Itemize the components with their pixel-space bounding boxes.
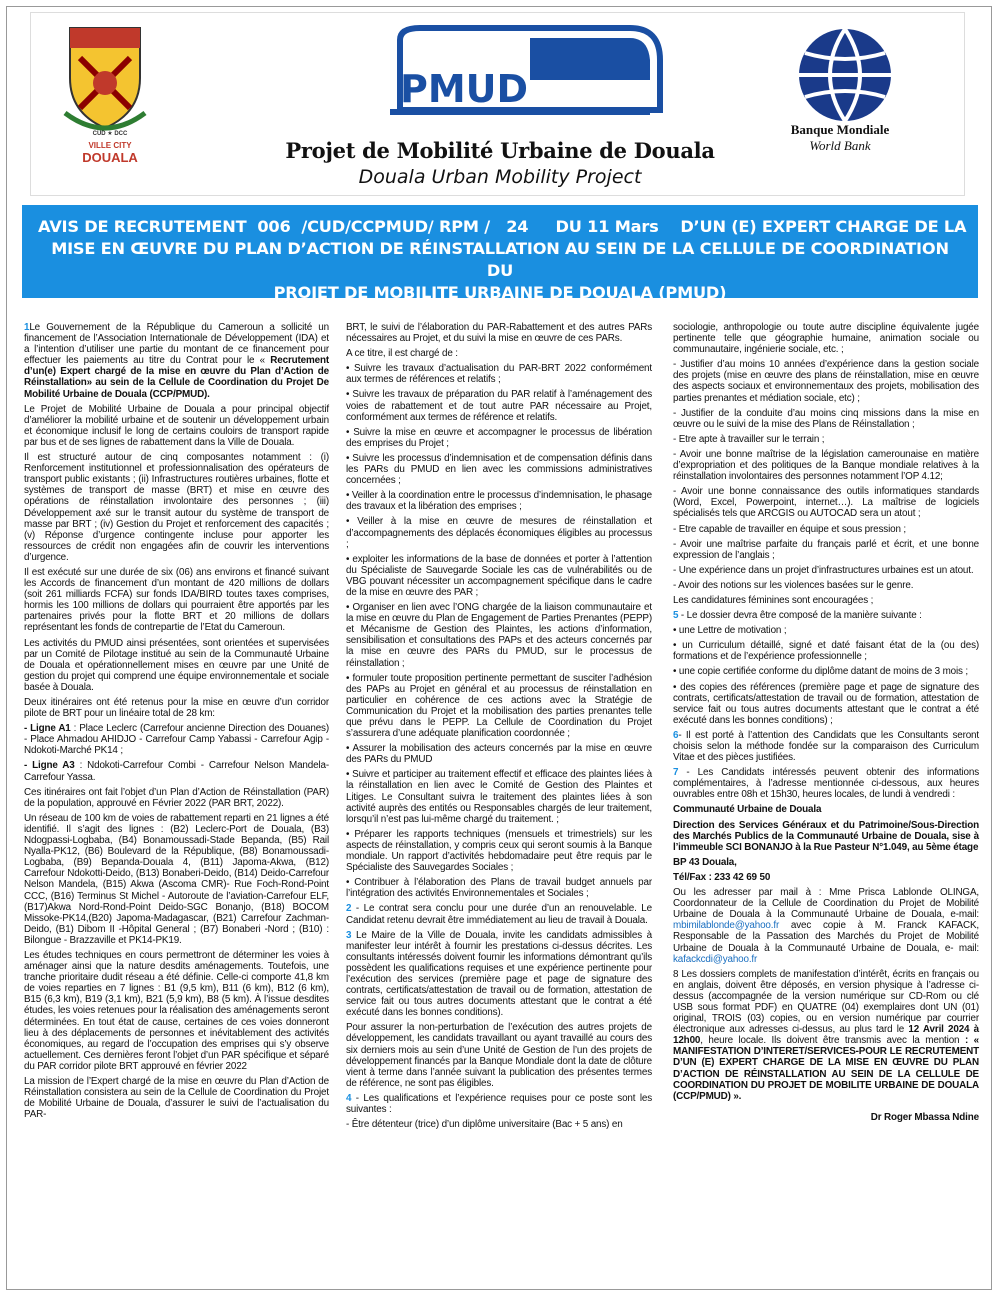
- paragraph-text: • une copie certifiée conforme du diplôme datant de moins de 3 mois ;: [673, 666, 969, 678]
- section-number: 4: [346, 1092, 352, 1104]
- col1-paragraph: [24, 950, 329, 1072]
- section-number: 5: [673, 610, 679, 622]
- col1-paragraph: [24, 567, 329, 634]
- mail-intro: Ou les adresser par mail à : Mme Prisca Lablonde OLINGA, Coordonnateur de la Cellule de Coordination du Projet de Mobilité Urbaine de Douala à la Communauté Urbaine de Douala, e-mail:: [673, 887, 979, 921]
- paragraph-text: • Suivre et participer au traitement effectif et efficace des plaintes liées à la réinstallation en lien avec le Comité de Gestion des Plaintes et Litiges. Le Consultant suivra le traitement des plaintes liées à son activité auprès des entités ou Responsables chargés de leur traitement, lorsqu’il n’est pas lui-même chargé du traitement. ;: [346, 769, 652, 825]
- bold-text: Recrutement d’un(e) Expert chargé de la mise en œuvre du Plan d’Action de Réinstallation» au sein de la Cellule de Coordination du Projet De Mobilité Urbaine de Douala (CCP/PMUD).: [24, 355, 329, 400]
- bold-lead: - Ligne A3: [24, 760, 75, 772]
- paragraph-text: • une Lettre de motivation ;: [673, 625, 787, 637]
- col3-paragraph: [673, 666, 979, 677]
- paragraph-text: • Veiller à la mise en œuvre de mesures de réinstallation et d’accompagnements des déplacés économiques éligibles au processus ;: [346, 516, 652, 550]
- crest-line-2: VILLE CITY: [88, 141, 132, 150]
- col2-paragraph: [346, 554, 652, 598]
- paragraph-text: - Avoir une maîtrise parfaite du français parlé et écrit, et une bonne expression de l’anglais ;: [673, 538, 979, 561]
- paragraph-text: Pour assurer la non-perturbation de l’exécution des autres projets de développement, les candidats travaillant ou ayant travaillé au cours des six derniers mois au sein d’une Unité de Gestion de l’un des projets de développement financés par la Banque Mondiale dont la date de clôture vient à terme dans l’année suivant la publication des présentes termes de référence, ne sont pas éligibles.: [346, 1022, 652, 1089]
- world-bank-globe-icon: [795, 25, 895, 125]
- paragraph-text: - Être détenteur (trice) d’un diplôme universitaire (Bac + 5 ans) en: [346, 1119, 623, 1131]
- paragraph-8: [673, 969, 979, 1102]
- col2-paragraph: [346, 363, 652, 385]
- col1-paragraph: [24, 760, 329, 782]
- paragraph-text: • exploiter les informations de la base de données et porter à l’attention du Spécialiste de Sauvegarde Sociale les cas de vulnérabilités ou de VBG pouvant nécessiter un accompagnement spécifique dans le cadre de la mise en œuvre des PAR ;: [346, 553, 652, 598]
- paragraph-text: • Assurer la mobilisation des acteurs concernés par la mise en œuvre des PARs du PMUD: [346, 743, 652, 766]
- paragraph-text: A ce titre, il est chargé de :: [346, 348, 458, 360]
- col2-paragraph: [346, 490, 652, 512]
- pmud-bus-logo-icon: [330, 20, 670, 130]
- col2-paragraph: [346, 829, 652, 873]
- paragraph-text: - Le dossier devra être composé de la manière suivante :: [678, 610, 922, 622]
- paragraph-text: • Organiser en lien avec l’ONG chargée de la liaison communautaire et la mise en œuvre du Plan de Engagement de Parties Prenantes (PEPP) et Mécanisme de Gestion des Plaintes, les actions d’information, sensibilisation et consultations des PAPs et des acteurs concernés par la mise en œuvre des PARs du PMUD, sur le processus de réinstallation ;: [346, 602, 652, 669]
- paragraph-text: Le Maire de la Ville de Douala, invite les candidats admissibles à manifester leur intérêt à fournir les prestations ci-dessus décrites. Les consultants intéressés doivent fournir les informations démontrant qu’ils possèdent les qualifications requises et une expérience pertinente pour l’exécution des services (première page et page de signature des contrats, certificats/attestation de travail ou de formation, attestation de service fait ou tous autres documents attestant que le contrat a été exécuté dans les bonnes conditions).: [346, 929, 652, 1019]
- col1-paragraph: [24, 813, 329, 946]
- paragraph-text: • un Curriculum détaillé, signé et daté faisant état de la (ou des) formations et de l’expérience professionnelle ;: [673, 640, 979, 663]
- banner-line-1: AVIS DE RECRUTEMENT 006 /CUD/CCPMUD/ RPM / 24 DU 11 Mars D’UN (E) EXPERT CHARGE DE LA: [38, 217, 967, 236]
- paragraph-text: • Suivre les travaux d’actualisation du PAR-BRT 2022 conformément aux termes de références et relatifs ;: [346, 363, 652, 386]
- col2-paragraph: [346, 743, 652, 765]
- col3-paragraph: [673, 610, 979, 621]
- paragraph-text: Les candidatures féminines sont encouragées ;: [673, 594, 874, 606]
- paragraph-text: Ces itinéraires ont fait l’objet d’un Plan d’Action de Réinstallation (PAR) de la population, approuvé en Février 2022 (PAR BRT, 2022).: [24, 786, 329, 809]
- col1-paragraph: [24, 322, 329, 400]
- col2-paragraph: [346, 1022, 652, 1089]
- col2-paragraph: [346, 769, 652, 824]
- col2-paragraph: [346, 322, 652, 344]
- paragraph-text: La mission de l’Expert chargé de la mise en œuvre du Plan d’Action de Réinstallation consistera au sein de la Cellule de Coordination du Projet de Mobilité Urbaine de Douala, d’assurer le suivi de l’actualisation du PAR-: [24, 1076, 329, 1121]
- paragraph-text: - Justifier d’au moins 10 années d’expérience dans la gestion sociale des projets (mise en œuvre des plans de réinstallation, mise en œuvre des aspects sociaux et environnementaux des projets, mobilisation des parties prenantes et médiation sociale, etc) ;: [673, 359, 979, 404]
- paragraph-text: • Suivre la mise en œuvre et accompagner le processus de libération des emprises du Projet ;: [346, 426, 652, 449]
- col2-paragraph: [346, 673, 652, 740]
- paragraph-text: - Etre apte à travailler sur le terrain ;: [673, 433, 825, 445]
- paragraph-text: - Les Candidats intéressés peuvent obtenir des informations complémentaires, à l’adresse mentionnée ci-dessous, aux heures ouvrables entre 08h et 15h30, heures locales, de lundi à vendredi :: [673, 767, 979, 801]
- col1-paragraph: [24, 697, 329, 719]
- col2-paragraph: [346, 516, 652, 549]
- paragraph-text: Il est structuré autour de cinq composantes notamment : (i) Renforcement institutionnel et professionnalisation des opérateurs de transport public existants ; (ii) Infrastructures routières urbaines, flotte et systèmes de transport de masse (BRT) et mise en œuvre des opérations de réinstallation involontaire des personnes ; (iii) Développement axé sur le transit autour du système de transport de masse par BRT ; (iv) Gestion du Projet et renforcement des capacités ; (v) Réponse d’urgence contingente incluse pour apporter les ressources de crédit non engagées afin de couvrir les interventions d’urgence.: [24, 452, 329, 563]
- paragraph-text: • Suivre les travaux de préparation du PAR relatif à l’aménagement des voies de rabattement et de tout autre PAR nécessaire au Projet, conformément aux termes de référence et relatifs.: [346, 389, 652, 423]
- section-number: 2: [346, 903, 352, 915]
- col2-paragraph: [346, 903, 652, 925]
- project-subtitle: Douala Urban Mobility Project: [358, 166, 642, 188]
- paragraph-text: : Place Leclerc (Carrefour ancienne Direction des Douanes) - Place Ahmadou AHIDJO - Carrefour Camp Yabassi - Carrefour Agip - Ndokoti-Marché PK14 ;: [24, 723, 329, 757]
- col3-paragraph: [673, 408, 979, 430]
- paragraph-text: - Justifier de la conduite d’au moins cinq missions dans la mise en œuvre ou le suivi de la mise des Plans de Réinstallation ;: [673, 407, 979, 430]
- paragraph-text: Le Projet de Mobilité Urbaine de Douala a pour principal objectif d’améliorer la mobilité urbaine et de soutenir un développement urbain et économique inclusif le long de certains couloirs de transport rapide par bus et de ses lignes de rabattement dans la Ville de Douala.: [24, 403, 329, 448]
- col3-paragraph: [673, 640, 979, 662]
- col3-paragraph: [673, 524, 979, 535]
- para8-mention: : « MANIFESTATION D’INTERET/SERVICES-POUR LE RECRUTEMENT D’UN (E) EXPERT CHARGE DE LA MISE EN ŒUVRE DU PLAN D’ACTION DE RÉINSTALLATION AU SEIN DE LA CELLULE DE COORDINATION DU PROJET DE MOBILITE URBAINE DE DOUALA (CCP/PMUD) ».: [673, 1035, 979, 1102]
- col3-paragraph: [673, 322, 979, 355]
- col3-paragraph: [673, 730, 979, 763]
- col3-paragraph: [673, 625, 979, 636]
- col1-paragraph: [24, 787, 329, 809]
- paragraph-text: - Avoir des notions sur les violences basées sur le genre.: [673, 579, 914, 591]
- column-2: [346, 322, 652, 1134]
- paragraph-text: • formuler toute proposition pertinente permettant de susciter l’adhésion des PAPs au Projet en général et au processus de réinstallation en particulier en cohérence de ces actions avec la Stratégie de Communication du Projet et la mobilisation des parties prenantes telle que prévu dans le PEPP. La Cellule de Coordination du Projet s’assurera d’une adéquate planification coordonnée ;: [346, 672, 652, 740]
- paragraph-text: : Ndokoti-Carrefour Combi - Carrefour Nelson Mandela-Carrefour Yassa.: [24, 760, 329, 783]
- col3-paragraph: [673, 486, 979, 519]
- mail-mid: avec copie à M. Franck KAFACK, Responsable de la Passation des Marchés du Projet de Mobilité Urbaine de Douala à la Communauté Urbaine de Douala, e- mail:: [673, 920, 979, 954]
- col3-paragraph: [673, 449, 979, 482]
- paragraph-text: Un réseau de 100 km de voies de rabattement reparti en 21 lignes a été identifié. Il s’agit des lignes : (B2) Leclerc-Port de Douala, (B3) Ndogpassi-Logbaba, (B4) Bonamoussadi-Stade Bepanda, (B5) Rail Nyalla-PK12, (B6) Boulevard de la République, (B8) Bonamoussadi-Logbaba, (B9) Bepanda-Douala 4, (B11) Japoma-Akwa, (B12) Carrefour Ndokotti-Deido, (B13) Bonaberi-Deido, (B14) Deido-Carrefour Nelson Mandela, (B15) Akwa (Ascoma CMR)- Rue Foch-Rond-Point CCC, (B16) Terminus St Michel - Autoroute de l’aviation-Carrefour ELF, (B17)Akwa Nord-Rond-Point Deido-SGC Bonanjo, (B18) BOCOM Missoke-PK14,(B20) Japoma-Madagascar, (B21) Carrefour Zachman-Deido, (B1) Dibom II -Hôpital General ; (B7) Bonaberi -Nord ; (B10) : Bilongue - Brazzaville et PK14-PK19.: [24, 812, 329, 946]
- col2-paragraph: [346, 1119, 652, 1130]
- banner-line-3: PROJET DE MOBILITE URBAINE DE DOUALA (PMUD): [273, 283, 727, 302]
- col2-paragraph: [346, 348, 652, 359]
- project-title: Projet de Mobilité Urbaine de Douala: [285, 138, 715, 163]
- col3-paragraph: [673, 682, 979, 726]
- paragraph-text: Il est exécuté sur une durée de six (06) ans environs et financé suivant les Accords de financement d’un montant de 420 millions de dollars (soit 261 milliards FCFA) sur fonds IDA/BIRD toutes taxes comprises, hormis les 100 millions de dollars qui pourraient être apportés par les partenaires privés pour la flotte BRT et 20 millions de dollars représentant les fonds de contrepartie de l’Etat du Cameroun.: [24, 566, 329, 634]
- paragraph-text: sociologie, anthropologie ou toute autre discipline équivalente jugée pertinente telle que géographie humaine, animation sociale ou communautaire, ingénierie sociale, etc. ;: [673, 322, 979, 356]
- paragraph-text: • Veiller à la coordination entre le processus d’indemnisation, le phasage des travaux et la libération des emprises ;: [346, 490, 652, 513]
- world-bank-en: World Bank: [809, 138, 871, 153]
- address-tel: Tél/Fax : 233 42 69 50: [673, 871, 771, 883]
- address-dept: Direction des Services Généraux et du Patrimoine/Sous-Direction des Marchés Publics de la Communauté Urbaine de Douala, sise à l’immeuble SCI BONANJO à la Rue Pasteur N°1.049, au 5ème étage: [673, 819, 979, 853]
- section-number: 7: [673, 767, 679, 779]
- para8-mid: , heure locale. Ils doivent être transmis avec la mention: [700, 1035, 965, 1047]
- para8-pre: 8 Les dossiers complets de manifestation d’intérêt, écrits en français ou en anglais, doivent être déposés, en version physique à l’adresse ci-dessus (accompagnée de la version numérique sur CD-Rom ou clé USB sous format PDF) en QUATRE (04) exemplaires dont UN (01) original, TROIS (03) copies, ou en version numérique par courrier électronique aux adresses ci-dessus, au plus tard le: [673, 968, 979, 1036]
- col2-paragraph: [346, 427, 652, 449]
- signature: Dr Roger Mbassa Ndine: [870, 1111, 979, 1123]
- col2-paragraph: [346, 602, 652, 669]
- section-number: 3: [346, 929, 352, 941]
- paragraph-text: Deux itinéraires ont été retenus pour la mise en œuvre d’un corridor pilote de BRT pour un linéaire total de 28 km:: [24, 697, 329, 720]
- col2-paragraph: [346, 877, 652, 899]
- address-org: Communauté Urbaine de Douala: [673, 804, 822, 816]
- col1-paragraph: [24, 452, 329, 563]
- col3-paragraph: [673, 565, 979, 576]
- col3-paragraph: [673, 539, 979, 561]
- col3-paragraph: [673, 767, 979, 800]
- crest-line-1: CUD ★ DCC: [92, 131, 128, 137]
- banner-line-2: MISE EN ŒUVRE DU PLAN D’ACTION DE RÉINSTALLATION AU SEIN DE LA CELLULE DE COORDINATION DU: [51, 239, 949, 280]
- col2-paragraph: [346, 930, 652, 1019]
- para8-deadline: 12 Avril 2024 à 12h00: [673, 1024, 979, 1047]
- col3-paragraph: [673, 580, 979, 591]
- paragraph-text: - Les qualifications et l’expérience requises pour ce poste sont les suivantes :: [346, 1092, 652, 1115]
- paragraph-text: Le Gouvernement de la République du Cameroun a sollicité un financement de l’Association Internationale de Développement (IDA) et a l’intention d’utiliser une partie du montant de ce financement pour effectuer les paiements au titre du Contrat pour le «: [24, 322, 329, 367]
- col3-paragraph: [673, 434, 979, 445]
- world-bank-label: [780, 122, 900, 154]
- col2-paragraph: [346, 1093, 652, 1115]
- paragraph-text: • Préparer les rapports techniques (mensuels et trimestriels) sur les aspects de réinstallation, y compris ceux qui seront soumis à la Banque mondiale. Un rapport d’activités hebdomadaire peut être requis par le Spécialiste des Sauvegardes Sociales ;: [346, 828, 652, 874]
- col1-paragraph: [24, 404, 329, 448]
- paragraph-text: • Contribuer à l’élaboration des Plans de travail budget annuels par l’intégration des activités Environnementales et Sociales ;: [346, 877, 652, 900]
- paragraph-text: • Suivre les processus d’indemnisation et de compensation définis dans les PARs du PMUD en lien avec les commissions administratives concernées ;: [346, 452, 652, 487]
- col1-paragraph: [24, 638, 329, 693]
- col1-paragraph: [24, 1076, 329, 1120]
- paragraph-text: - Etre capable de travailler en équipe et sous pression ;: [673, 523, 906, 535]
- crest-line-3: DOUALA: [82, 150, 138, 165]
- address-bp: BP 43 Douala,: [673, 856, 737, 868]
- col2-paragraph: [346, 389, 652, 422]
- col3-paragraph: [673, 359, 979, 403]
- paragraph-text: BRT, le suivi de l’élaboration du PAR-Rabattement et des autres PARs nécessaires au Projet, et du suivi la mise en œuvre de ces PARs.: [346, 322, 652, 345]
- pmud-logo-text: PMUD: [400, 67, 529, 111]
- column-3: [673, 322, 979, 1127]
- paragraph-text: - Avoir une bonne connaissance des outils informatiques standards (Word, Excel, Powerpoint, internet…). La maîtrise de logiciels spécialisés tels que ARCGIS ou AUTOCAD sera un atout ;: [673, 486, 979, 520]
- column-3-paragraphs: [673, 322, 979, 800]
- column-1: [24, 322, 329, 1124]
- col3-paragraph: [673, 595, 979, 606]
- section-number: 1: [24, 322, 30, 333]
- paragraph-text: • des copies des références (première page et page de signature des contrats, certificats/attestation de travail ou de formation, attestation de service fait ou tous autres documents attestant que le contrat a été exécuté dans les bonnes conditions) ;: [673, 681, 979, 726]
- col1-paragraph: [24, 723, 329, 756]
- recruitment-banner: [22, 205, 978, 302]
- section-number: 6: [673, 729, 679, 741]
- paragraph-text: Les activités du PMUD ainsi présentées, sont orientées et supervisées par un Comité de Pilotage institué au sein de la Communauté Urbaine de Douala et opérationnellement mises en œuvre par une Unité de gestion du projet qui comprend une équipe environnementale et sociale basée à Douala.: [24, 637, 329, 693]
- address-mail: [673, 887, 979, 965]
- paragraph-text: - Une expérience dans un projet d’infrastructures urbaines est un atout.: [673, 564, 974, 576]
- paragraph-text: Les études techniques en cours permettront de déterminer les voies à aménager ainsi que la nature desdits aménagements. Toutefois, une tranche prioritaire dudit réseau a été définie. Celle-ci comporte 41,8 km de voies reparties en 7 lignes : B1 (9,5 km), B11 (6 km), B12 (6 km), B15 (6,3 km), B19 (3,1 km), B21 (5,9 km), B8 (5 km). À l’issue desdites études, les voies retenues pour la réalisation des aménagements seront déterminées. En tout état de cause, certaines de ces voies donneront lieu à des déplacements de personnes et inévitablement des activités économiques, au regard de l’occupation des emprises qui s’y observe actuellement. Ces dernières feront l’objet d’un PAR spécifique et séparé du PAR corridor pilote BRT approuvé en février 2022: [24, 949, 329, 1072]
- email-link-2[interactable]: kafackcdi@yahoo.fr: [673, 953, 758, 965]
- world-bank-fr: Banque Mondiale: [790, 122, 890, 137]
- paragraph-text: - Avoir une bonne maîtrise de la législation camerounaise en matière d’expropriation et des politiques de la Banque mondiale relatives à la réinstallation involontaires des personnes notamment l’OP 4.12;: [673, 448, 979, 483]
- email-link-1[interactable]: mbimilablonde@yahoo.fr: [673, 920, 780, 932]
- col2-paragraph: [346, 453, 652, 486]
- paragraph-text: - Il est porté à l’attention des Candidats que les Consultants seront choisis selon la méthode fondée sur la comparaison des Curriculum Vitae et des pièces justifiées.: [673, 729, 979, 764]
- paragraph-text: - Le contrat sera conclu pour une durée d’un an renouvelable. Le Candidat retenu devrait être immédiatement au lieu de travail à Douala.: [346, 903, 652, 926]
- bold-lead: - Ligne A1: [24, 723, 71, 735]
